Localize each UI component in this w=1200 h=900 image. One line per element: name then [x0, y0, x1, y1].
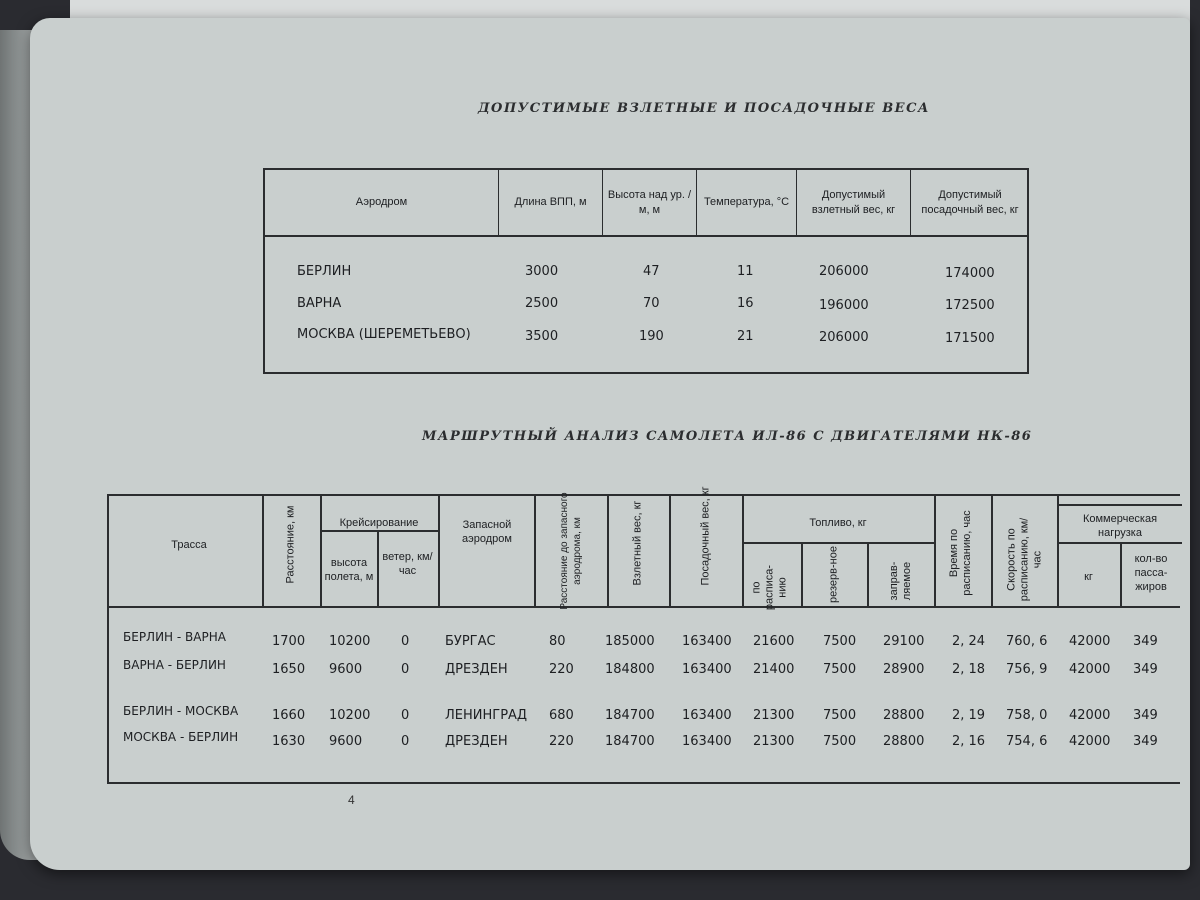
route-table-cell: 163400 [682, 734, 732, 749]
header-cruise-alt: высота полета, м [324, 557, 374, 583]
route-table-cell: 42000 [1069, 662, 1111, 677]
route-table-cell: 21300 [753, 734, 795, 749]
col-divider [534, 496, 536, 606]
header-distance: Расстояние, км [284, 505, 297, 584]
row-divider [1057, 504, 1182, 506]
t1-cell: 174000 [945, 266, 995, 281]
route-table-cell: 349 [1133, 708, 1158, 723]
t1-cell: 3500 [525, 329, 559, 344]
route-table-cell: 28800 [883, 734, 925, 749]
route-table-cell: 10200 [329, 708, 371, 723]
t1-cell: 2500 [525, 296, 559, 311]
header-alternate: Запасной аэродром [462, 519, 512, 545]
col-divider [1057, 496, 1059, 606]
route-table-cell: ДРЕЗДЕН [445, 734, 508, 749]
t1-cell: 11 [737, 264, 754, 279]
route-table-cell: 163400 [682, 708, 732, 723]
t1-cell: 206000 [819, 264, 869, 279]
col-divider [438, 496, 440, 606]
route-table-cell: 1630 [272, 734, 306, 749]
route-table-cell: ЛЕНИНГРАД [445, 708, 528, 723]
route-table-cell: ДРЕЗДЕН [445, 662, 508, 677]
route-table [107, 486, 1180, 784]
t1-cell: 172500 [945, 298, 995, 313]
route-table-cell: 185000 [605, 634, 655, 649]
t1-cell: 171500 [945, 331, 995, 346]
route-table-cell: 756, 9 [1006, 662, 1048, 677]
route-table-cell: 42000 [1069, 708, 1111, 723]
route-table-cell: 0 [401, 634, 410, 649]
t1-cell: 190 [639, 329, 664, 344]
route-table-cell: 163400 [682, 634, 732, 649]
header-fuel-fill: заправ-ляемое [888, 561, 913, 601]
t1-cell: 47 [643, 264, 660, 279]
route-name-cell: МОСКВА - БЕРЛИН [123, 730, 239, 744]
header-takeoff-weight: Допустимый взлетный вес, кг [797, 170, 911, 235]
t1-cell: 70 [643, 296, 660, 311]
row-divider [320, 530, 438, 532]
row-divider [742, 542, 934, 544]
col-divider [867, 542, 869, 606]
route-table-cell: 21300 [753, 708, 795, 723]
t1-cell: 196000 [819, 298, 869, 313]
route-name-cell: БЕРЛИН - МОСКВА [123, 704, 239, 718]
weights-table-header [265, 170, 1027, 237]
row-divider [1057, 542, 1182, 544]
route-table-cell: 0 [401, 708, 410, 723]
t1-cell: 206000 [819, 330, 869, 345]
table2-title: МАРШРУТНЫЙ АНАЛИЗ САМОЛЕТА ИЛ-86 С ДВИГАТЕЛЯМИ НК-86 [422, 429, 1033, 444]
t1-cell: ВАРНА [297, 296, 342, 311]
route-table-cell: 80 [549, 634, 566, 649]
route-table-cell: 760, 6 [1006, 634, 1048, 649]
route-table-cell: 2, 16 [952, 734, 986, 749]
route-table-cell: 9600 [329, 662, 363, 677]
header-alt-distance: Расстояние до запасного аэродрома, км [559, 492, 583, 610]
col-divider [991, 496, 993, 606]
route-table-cell: 220 [549, 662, 574, 677]
t1-cell: МОСКВА (ШЕРЕМЕТЬЕВО) [297, 327, 471, 342]
route-table-cell: 7500 [823, 734, 857, 749]
route-table-cell: 21600 [753, 634, 795, 649]
route-table-cell: 9600 [329, 734, 363, 749]
page-mark: 4 [348, 793, 355, 807]
col-divider [320, 496, 322, 606]
route-table-cell: 0 [401, 662, 410, 677]
route-table-cell: 754, 6 [1006, 734, 1048, 749]
col-divider [607, 496, 609, 606]
table1-title: ДОПУСТИМЫЕ ВЗЛЕТНЫЕ И ПОСАДОЧНЫЕ ВЕСА [478, 101, 931, 116]
route-table-cell: 0 [401, 734, 410, 749]
route-table-cell: 184700 [605, 708, 655, 723]
route-table-cell: 28800 [883, 708, 925, 723]
header-route: Трасса [171, 539, 207, 551]
route-table-cell: 1660 [272, 708, 306, 723]
col-divider [742, 496, 744, 606]
header-cruise-wind: ветер, км/час [382, 551, 433, 577]
t1-cell: 3000 [525, 264, 559, 279]
route-table-cell: 42000 [1069, 634, 1111, 649]
header-payload-pax: кол-во пасса-жиров [1134, 553, 1168, 593]
col-divider [801, 542, 803, 606]
route-table-cell: 28900 [883, 662, 925, 677]
route-table-cell: 10200 [329, 634, 371, 649]
route-name-cell: ВАРНА - БЕРЛИН [123, 658, 226, 672]
header-fuel-reserve: резерв-ное [827, 546, 840, 603]
route-table-cell: 7500 [823, 634, 857, 649]
t1-cell: БЕРЛИН [297, 264, 352, 279]
route-name-cell: БЕРЛИН - ВАРНА [123, 630, 226, 644]
route-table-cell: 1700 [272, 634, 306, 649]
route-table-cell: 7500 [823, 662, 857, 677]
header-time: Время по расписанию, час [948, 510, 973, 596]
header-takeoff: Взлетный вес, кг [631, 500, 644, 586]
header-aerodrome: Аэродром [265, 170, 499, 235]
route-table-cell: 349 [1133, 662, 1158, 677]
route-table-cell: 29100 [883, 634, 925, 649]
route-table-cell: 758, 0 [1006, 708, 1048, 723]
route-table-cell: 220 [549, 734, 574, 749]
route-table-cell: 184800 [605, 662, 655, 677]
weights-table [263, 168, 1029, 374]
header-fuel-sched: по расписа-нию [750, 564, 789, 611]
route-table-cell: 7500 [823, 708, 857, 723]
header-cruise: Крейсирование [339, 517, 419, 529]
route-table-cell: 349 [1133, 634, 1158, 649]
col-divider [262, 496, 264, 606]
header-elevation: Высота над ур. /м, м [603, 170, 697, 235]
route-table-cell: 2, 19 [952, 708, 986, 723]
route-table-cell: 680 [549, 708, 574, 723]
header-runway: Длина ВПП, м [499, 170, 603, 235]
col-divider [669, 496, 671, 606]
col-divider [934, 496, 936, 606]
header-fuel: Топливо, кг [809, 517, 867, 529]
header-payload: Коммерческая нагрузка [1082, 513, 1158, 539]
route-table-cell: 2, 24 [952, 634, 986, 649]
header-payload-kg: кг [1084, 571, 1093, 583]
route-table-cell: 42000 [1069, 734, 1111, 749]
route-table-cell: 21400 [753, 662, 795, 677]
route-table-cell: 2, 18 [952, 662, 986, 677]
route-table-cell: 163400 [682, 662, 732, 677]
header-speed: Скорость по расписанию, км/час [1005, 517, 1044, 602]
t1-cell: 16 [737, 296, 754, 311]
t1-cell: 21 [737, 329, 754, 344]
route-table-cell: БУРГАС [445, 634, 496, 649]
route-table-cell: 349 [1133, 734, 1158, 749]
route-table-cell: 184700 [605, 734, 655, 749]
header-landing-weight: Допустимый посадочный вес, кг [921, 188, 1019, 216]
header-landing: Посадочный вес, кг [699, 486, 712, 586]
route-table-cell: 1650 [272, 662, 306, 677]
header-temperature: Температура, °С [697, 170, 797, 235]
